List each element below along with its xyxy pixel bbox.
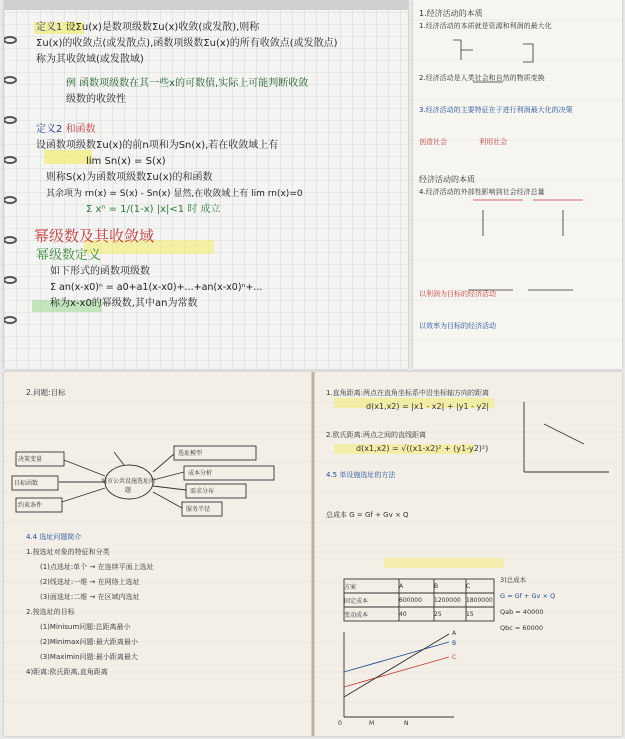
br-table-r0c3: 1800000 — [466, 596, 493, 604]
defn2-line1: 设函数项级数Σu(x)的前n项和为Sn(x),若在收敛域上有 — [36, 140, 279, 151]
power-line2: 称为x-x0的幂级数,其中an为常数 — [50, 298, 198, 309]
defn1-line1: 设Σu(x)是数项级数Σu(x)收敛(或发散),则称 — [65, 22, 260, 33]
defn2-line2: 则称S(x)为函数项级数Σu(x)的和函数 — [46, 172, 213, 183]
bl-node-2: 目标函数 — [14, 480, 39, 487]
tr-line-3: 3.经济活动的主要特征在于进行利润最大化的决策 — [419, 106, 573, 114]
power-line1: 如下形式的函数项级数 — [50, 266, 150, 277]
bl-item-9: 4)距离:欧氏距离,直角距离 — [26, 668, 108, 676]
bl-item-6: (1)Minisum问题:总距离最小 — [40, 623, 131, 631]
bl-node-4: 选址模型 — [178, 450, 203, 457]
br-table-h1: A — [399, 582, 404, 590]
series-note: Σ xⁿ = 1/(1-x) |x|<1 时 成立 — [86, 204, 221, 215]
defn1-label: 定义1 — [36, 22, 63, 33]
br-item-2: 2.欧氏距离:两点之间的直线距离 — [326, 431, 427, 439]
notebook-grid-top-left — [4, 0, 408, 369]
tr-bottom-red: 以利润为目标的经济活动 — [419, 290, 496, 298]
br-series-b: B — [452, 640, 457, 647]
bl-heading: 2.问题:目标 — [26, 388, 66, 397]
br-table-r0c1: 600000 — [399, 596, 422, 604]
defn2-line3: 其余项为 rn(x) = S(x) - Sn(x) 显然,在收敛域上有 lim rn(x)=0 — [46, 189, 303, 199]
br-cost-line: 总成本 G = Gf + Gv × Q — [326, 511, 409, 519]
br-table-r1c0: 变动成本 — [344, 611, 369, 619]
br-x-mark-0: 0 — [338, 720, 342, 727]
notebook-bottom-spread — [4, 372, 622, 736]
bl-item-7: (2)Minimax问题:最大距离最小 — [40, 638, 138, 646]
bl-node-5: 成本分析 — [188, 470, 213, 477]
bl-node-7: 服务半径 — [186, 506, 211, 513]
br-table-r1c2: 25 — [434, 610, 442, 618]
br-formula-1: d(x1,x2) = |x1 - x2| + |y1 - y2| — [366, 402, 490, 411]
power-formula: Σ an(x-x0)ⁿ = a0+a1(x-x0)+...+an(x-x0)ⁿ+... — [50, 282, 263, 293]
example-line: 例 函数项级数在其一些x的可数值,实际上可能判断收敛 — [66, 78, 309, 89]
bl-item-1: 1.按选址对象的特征和分类 — [26, 548, 110, 556]
br-series-c: C — [452, 654, 457, 661]
bl-node-3: 约束条件 — [18, 502, 43, 509]
tr-line-1: 1.经济活动的本质就是资源和利润的最大化 — [419, 22, 552, 30]
defn1-line3: 称为其收敛域(或发散域) — [36, 54, 144, 65]
br-table-h3: C — [466, 582, 471, 590]
bl-node-6: 需求分布 — [190, 488, 215, 495]
tr-flow-right: 利用社会 — [479, 138, 508, 146]
br-table-r1c1: 40 — [399, 610, 407, 618]
limit-formula: lim Sn(x) = S(x) — [86, 156, 166, 167]
section-red-title: 幂级数及其收敛域 — [34, 227, 155, 245]
br-note-1: 3)总成本 — [500, 576, 527, 584]
br-note-4: Qbc = 60000 — [500, 624, 544, 632]
bl-item-4: (3)面选址:二维 → 在区域内选址 — [40, 593, 140, 601]
bl-center-node: 城市公共设施选址问题 — [100, 478, 155, 494]
defn2-label: 定义2 — [36, 124, 63, 135]
bl-item-5: 2.按选址的目标 — [26, 608, 75, 616]
defn1-line2: Σu(x)的收敛点(或发散点),函数项级数Σu(x)的所有收敛点(或发散点) — [36, 38, 338, 49]
br-table-r1c3: 15 — [466, 610, 474, 618]
br-x-mark-1: M — [369, 720, 375, 727]
br-table-h2: B — [434, 582, 439, 590]
tr-line-4: 4.经济活动的外部性影响到社会经济总量 — [419, 188, 545, 196]
br-series-a: A — [452, 630, 457, 637]
br-item-1: 1.直角距离:两点在直角坐标系中沿坐标轴方向的距离 — [326, 389, 490, 397]
br-x-mark-2: N — [404, 720, 409, 727]
br-table-r0c2: 1200000 — [434, 596, 461, 604]
tr-heading: 1.经济活动的本质 — [419, 9, 483, 18]
tr-heading-2: 经济活动的本质 — [419, 175, 475, 184]
br-formula-2: d(x1,x2) = √((x1-x2)² + (y1-y2)²) — [356, 444, 489, 453]
bl-item-8: (3)Maximin问题:最小距离最大 — [40, 653, 138, 661]
br-table-r0c0: 固定成本 — [344, 597, 369, 605]
br-note-2: G = Gf + Gv × Q — [500, 592, 556, 600]
br-section: 4.5 单设施选址的方法 — [326, 471, 396, 479]
tr-flow-left: 创造社会 — [419, 138, 447, 146]
defn2-title: 和函数 — [65, 124, 96, 135]
power-label: 幂级数定义 — [36, 248, 102, 263]
bl-node-1: 决策变量 — [18, 456, 43, 463]
bl-item-2: (1)点选址:单个 → 在连续平面上选址 — [40, 563, 154, 571]
tr-bottom-blue: 以效率为目标的经济活动 — [419, 322, 496, 330]
tr-line-2: 2.经济活动是人类社会和自然的物质变换 — [419, 74, 545, 82]
note-line: 级数的收敛性 — [66, 94, 126, 105]
notebook-top-right — [413, 0, 622, 369]
bl-section: 4.4 选址问题简介 — [26, 533, 82, 541]
br-note-3: Qab = 40000 — [500, 608, 544, 616]
br-table-h0: 方案 — [344, 583, 357, 591]
bl-item-3: (2)线选址:一维 → 在网络上选址 — [40, 578, 140, 586]
